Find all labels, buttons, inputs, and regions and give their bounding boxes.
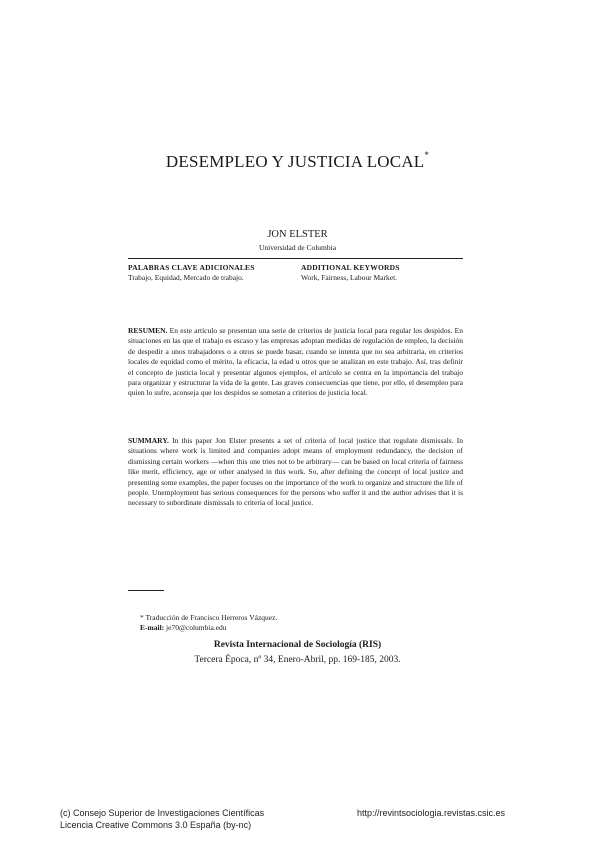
keywords-english [301, 263, 400, 283]
summary-text: In this paper Jon Elster presents a set of criteria of local justice that regulate dismissals. In situations where work is limited and companies adopt means of employment redundancy, the decision of dismissing certain workers —when this one tries not to be arbitrary— can be based on local criteria of fairness like merit, efficiency, age or other analysed in this work. So, after defining the concept of local justice and presenting some examples, the paper focuses on the importance of the work to organize and structure the life of people. Unemployment has serious consequences for the persons who suffer it and the author advises that it is necessary to subordinate dismissals to criteria of local justice. [128, 436, 463, 508]
footer-url[interactable]: http://revintsociologia.revistas.csic.es [357, 808, 506, 818]
article-title [0, 152, 595, 172]
email-label: E-mail: [140, 623, 165, 632]
keywords-english-list: Work, Fairness, Labour Market. [301, 273, 398, 282]
title-footnote-mark: * [424, 150, 430, 160]
author-name: JON ELSTER [267, 229, 328, 240]
footer-license-text: Licencia Creative Commons 3.0 España (by-nc) [60, 820, 252, 830]
header-divider [128, 258, 463, 259]
resumen-text: En este artículo se presentan una serie de criterios de justicia local para regular los despidos. En situaciones en las que el trabajo es escaso y las empresas adoptan medidas de regulación de empleo, la decisión de despedir a unos trabajadores o a otros se puede basar, cuando se intenta que no sea arbitraria, en criterios locales de equidad como el mérito, la eficacia, la edad u otros que se analizan en este trabajo. Así, tras definir el concepto de justicia local y presentar algunos ejemplos, el artículo se centra en la importancia del trabajo para organizar y estructurar la vida de la gente. Las graves consecuencias que tiene, por ello, el desempleo para quien lo sufre, aconseja que los despidos se sometan a criterios de justicia local. [128, 326, 463, 398]
keywords-spanish-list: Trabajo, Equidad, Mercado de trabajo. [128, 273, 244, 282]
article-title-text: DESEMPLEO Y JUSTICIA LOCAL [165, 152, 425, 171]
keywords-spanish-heading: PALABRAS CLAVE ADICIONALES [128, 263, 255, 272]
keywords-english-heading: ADDITIONAL KEYWORDS [301, 263, 400, 272]
email-address: je70@columbia.edu [164, 623, 227, 632]
author-email [140, 623, 277, 633]
footnote-divider [128, 590, 164, 591]
footer-copyright: (c) Consejo Superior de Investigaciones Científicas [60, 808, 265, 818]
keywords-spanish [128, 263, 255, 283]
summary-label: SUMMARY. [128, 436, 169, 445]
footnote-block [140, 613, 277, 633]
footer-license [60, 807, 264, 831]
author-affiliation: Universidad de Columbia [258, 243, 337, 252]
journal-issue: Tercera Época, nº 34, Enero-Abril, pp. 169-185, 2003. [194, 655, 401, 665]
translator-note: * Traducción de Francisco Herreros Vázquez. [140, 613, 278, 622]
summary-paragraph [128, 436, 463, 509]
resumen-label: RESUMEN. [128, 326, 168, 335]
resumen-paragraph [128, 326, 463, 399]
journal-name: Revista Internacional de Sociología (RIS) [213, 640, 382, 650]
